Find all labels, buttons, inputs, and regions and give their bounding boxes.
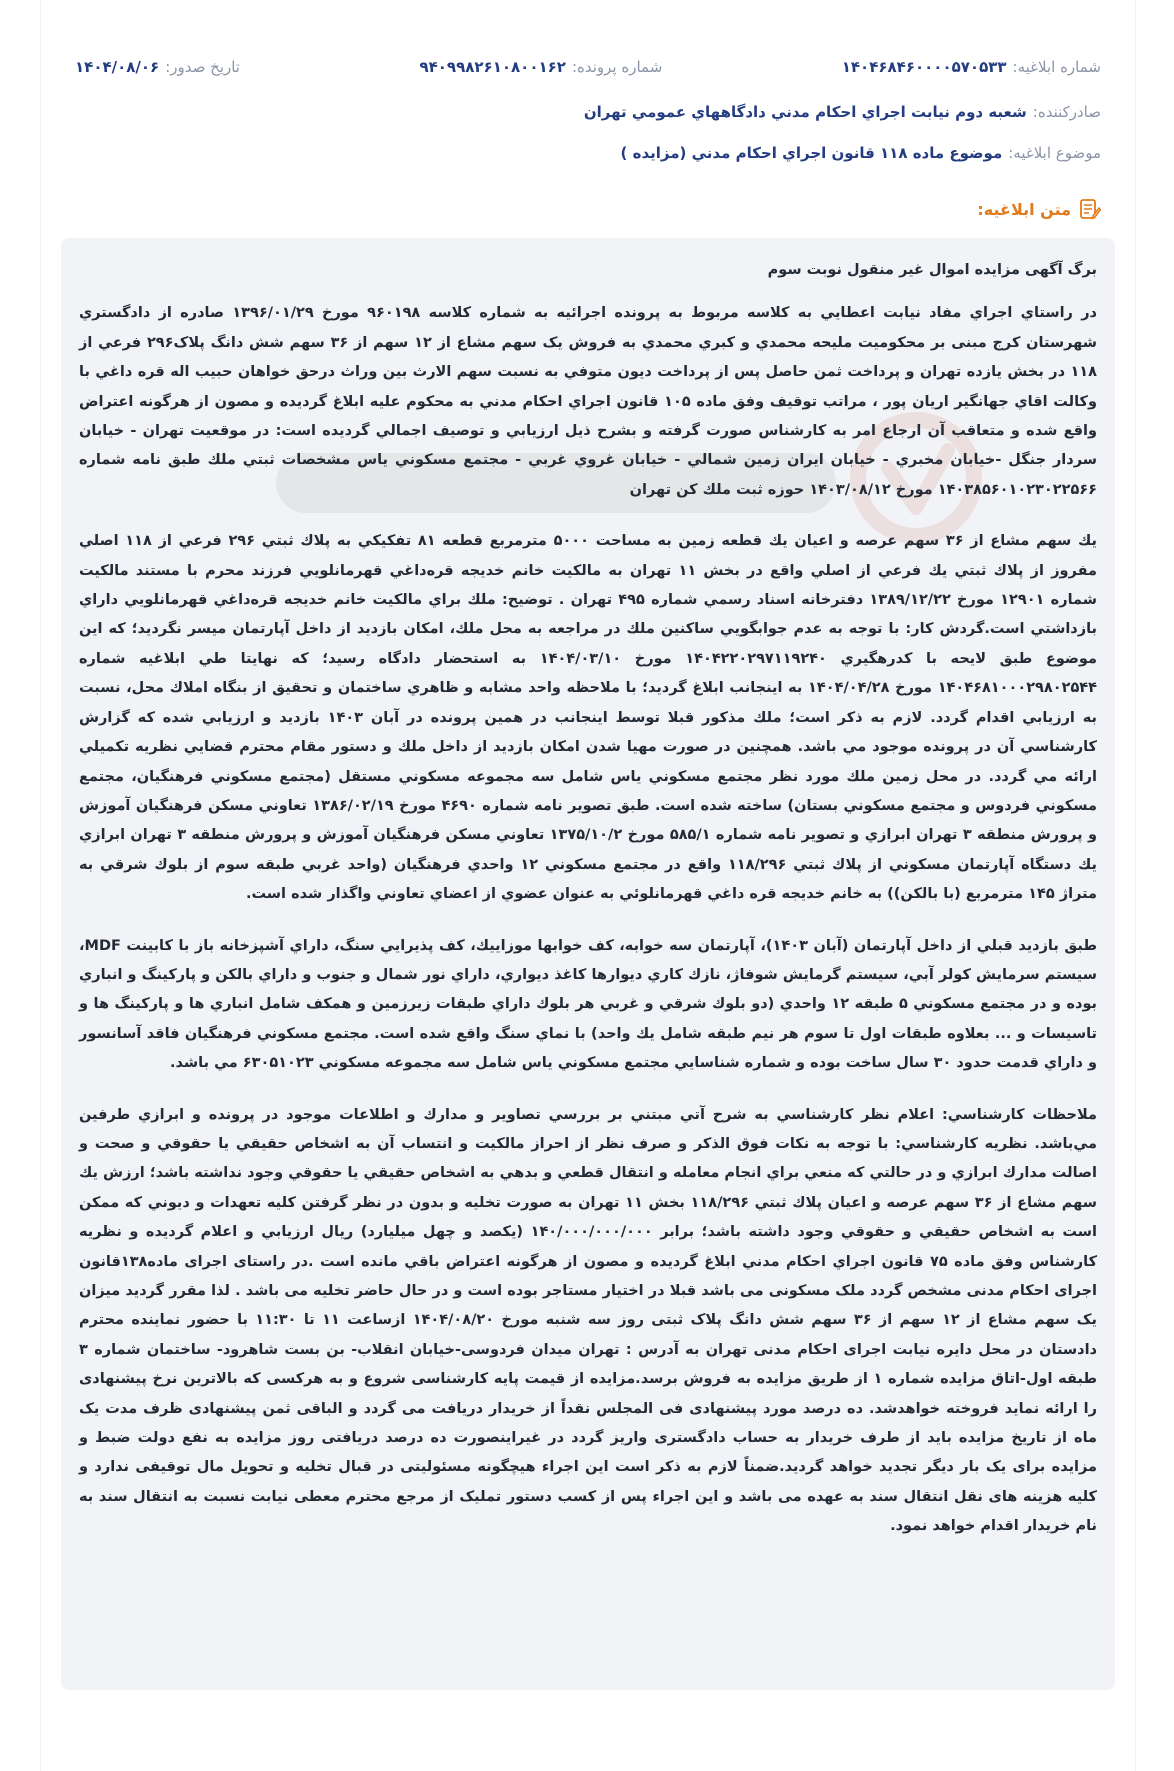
meta-row-numbers <box>75 58 1101 76</box>
note-pen-icon <box>1079 197 1101 221</box>
notice-number <box>842 58 1101 76</box>
meta-row-issuer <box>75 103 1101 121</box>
section-title: متن ابلاغیه: <box>977 199 1071 219</box>
case-number-label: شماره پرونده: <box>571 58 663 76</box>
subject-value: موضوع ماده ۱۱۸ قانون اجراي احکام مدني (مزايده ) <box>620 144 1003 162</box>
notice-card <box>40 0 1136 1771</box>
paragraph-execution: در راستاي اجراي مفاد نيابت اعطايي به کلاسه مربوط به پرونده اجرائيه به شماره کلاسه ۹۶۰۱۹۸ مورخ ۱۳۹۶/۰۱/۲۹ صادره از دادگستري شهرستان کرج مبنى بر محکوميت مليحه محمدي و کبري محمدي به فروش يک سهم مشاع از ۱۲ سهم از ۳۶ سهم شش دانگ پلاک۲۹۶ فرعي از ۱۱۸ در بخش يازده تهران و پرداخت ثمن حاصل پس از پرداخت ديون متوفي به نسبت سهم الارث بين وراث درحق خواهان حبيب اله قره داغي با وکالت اقاي جهانگير اريان پور ، مراتب توقيف وفق ماده ۱۰۵ قانون اجراي احکام مدني به محکوم عليه ابلاغ گرديده و مصون از هرگونه اعتراض واقع شده و متعاقب آن ارجاع امر به کارشناس صورت گرفته و بشرح ذيل ارزيابي و توصيف اجمالي گرديده است: در موقعيت تهران - خيابان سردار جنگل -خيابان مخبري - خيابان ايران زمين شمالي - خيابان غروي غربي - مجتمع مسکوني ياس مشخصات ثبتي ملك طبق نامه شماره ۱۴۰۳۸۵۶۰۱۰۲۳۰۲۲۵۶۶ مورخ ۱۴۰۳/۰۸/۱۲ حوزه ثبت ملك كن تهران <box>79 305 1098 498</box>
subject <box>621 144 1101 162</box>
paragraph-expert-opinion: ملاحظات كارشناسي: اعلام نظر كارشناسي به شرح آتي مبتني بر بررسي تصاوير و مدارك و اطلاعات موجود در پرونده و ابرازي طرفين مي‌باشد. نظريه كارشناسي: با توجه به نكات فوق الذكر و صرف نظر از احراز مالكيت و انتساب آن به اشخاص حقيقي يا حقوقي و صحت و اصالت مدارك ابرازي و در حالتي كه منعي براي انجام معامله و انتقال قطعي و بدهي به اشخاص حقيقي يا حقوقي وجود نداشته باشد؛ ارزش يك سهم مشاع از ۳۶ سهم عرصه و اعيان پلاك ثبتي ۱۱۸/۲۹۶ بخش ۱۱ تهران به صورت تخليه و بدون در نظر گرفتن كليه تعهدات و ديوني كه ممكن است به اشخاص حقيقي و حقوقي وجود داشته باشد؛ برابر ۱۴۰/۰۰۰/۰۰۰/۰۰۰ (يكصد و چهل ميليارد) ريال ارزيابي و اعلام گرديده و نظريه كارشناس وفق ماده ۷۵ قانون اجراي احكام مدني ابلاغ گرديده و مصون از هرگونه اعتراض باقي مانده است .در راستاى اجراى ماده۱۳۸قانون اجراى احکام مدنى مشخص گردد ملک مسکونى مى باشد قبلا در اختيار مستاجر بوده است و در حال حاضر تخليه مى باشد . لذا مقرر گرديد ميزان يک سهم مشاع از ۱۲ سهم از ۳۶ سهم شش دانگ پلاک ثبتى روز سه شنبه مورخ ۱۴۰۴/۰۸/۲۰ ازساعت ۱۱ تا ۱۱:۳۰ با حضور نماينده محترم دادستان در محل دايره نيابت اجراى احکام مدنى تهران به آدرس : تهران ميدان فردوسى-خيابان انقلاب- بن بست شاهرود- ساختمان شماره ۳ طبقه اول-اتاق مزايده شماره ۱ از طريق مزايده به فروش برسد.مزايده از قيمت پايه کارشناسى شروع و به هرکسى که بالاترين نرخ پيشنهادى را ارائه نمايد فروخته خواهدشد. ده درصد مورد پيشنهادى فى المجلس نقداً از خريدار دريافت مى گردد و الباقى ثمن پيشنهادى ظرف مدت يک ماه از تاريخ مزايده بايد از طرف خريدار به حساب دادگسترى واريز گردد در غيراينصورت ده درصد دريافتى روز مزايده به نفع دولت ضبط و مزايده براى يک بار ديگر تجديد خواهد گرديد.ضمناً لازم به ذکر است اين اجراء هيچگونه مسئوليتى در قبال تخليه و تحويل مال توقيفى ندارد و کليه هزينه هاى نقل انتقال سند به عهده مى باشد و اين اجراء پس از کسب دستور تمليک از مرجع محترم معطى نيابت نسبت به انتقال سند به نام خريدار اقدام خواهد نمود. <box>79 1106 1098 1535</box>
paragraph-property: يك سهم مشاع از ۳۶ سهم عرصه و اعيان يك قطعه زمين به مساحت ۵۰۰۰ مترمربع قطعه ۸۱ تفكيكي به پلاك ثبتي ۲۹۶ فرعي از ۱۱۸ اصلي مفروز از پلاك ثبتي يك فرعي از اصلي واقع در بخش ۱۱ تهران به مالكيت خانم خديجه قره‌داغي قهرمانلويي فرزند محرم با مستند مالكيت شماره ۱۲۹۰۱ مورخ ۱۳۸۹/۱۲/۲۲ دفترخانه اسناد رسمي شماره ۴۹۵ تهران . توضيح: ملك براي مالكيت خانم خديجه قره‌داغي قهرمانلويي داراي بازداشتي است.گردش كار: با توجه به عدم جوابگويي ساكنين ملك در مراجعه به محل ملك، امكان بازديد از داخل آپارتمان ميسر نگرديد؛ كه اين موضوع طبق لايحه با كدرهگيري ۱۴۰۴۲۲۰۲۹۷۱۱۹۲۴۰ مورخ ۱۴۰۴/۰۳/۱۰ به استحضار دادگاه رسيد؛ كه نهايتا طي ابلاغيه شماره ۱۴۰۴۶۸۱۰۰۰۲۹۸۰۲۵۴۴ مورخ ۱۴۰۴/۰۴/۲۸ به اينجانب ابلاغ گرديد؛ با ملاحظه واحد مشابه و ظاهري ساختمان و تحقيق از بنگاه املاك محل، نسبت به ارزيابي اقدام گردد. لازم به ذكر است؛ ملك مذكور قبلا توسط اينجانب در همين پرونده در آبان ۱۴۰۳ بازديد و ارزيابي شده كه گزارش كارشناسي آن در پرونده موجود مي باشد. همچنين در صورت مهيا شدن امكان بازديد از داخل ملك و دستور مقام محترم قضايي نظريه تكميلي ارائه مي گردد. در محل زمين ملك مورد نظر مجتمع مسكوني ياس شامل سه مجموعه مسكوني مستقل (مجتمع مسكوني فرهنگيان، مجتمع مسكوني فردوس و مجتمع مسكوني بستان) ساخته شده است. طبق تصوير نامه شماره ۴۶۹۰ مورخ ۱۳۸۶/۰۲/۱۹ تعاوني مسكن فرهنگيان آموزش و پرورش منطقه ۳ تهران ابرازي و تصوير نامه شماره ۵۸۵/۱ مورخ ۱۳۷۵/۱۰/۲ تعاوني مسكن فرهنگيان آموزش و پرورش منطقه ۳ تهران ابرازي يك دستگاه آپارتمان مسكوني از پلاك ثبتي ۱۱۸/۲۹۶ واقع در مجتمع مسكوني ۱۲ واحدي فرهنگيان (واحد غربي طبقه سوم از بلوك شرقي به متراژ ۱۴۵ مترمربع (با بالكن)) به خانم خديجه قره داغي قهرمانلوئي به عنوان عضوي از اعضاي تعاوني واگذار شده است. <box>79 533 1098 903</box>
meta-row-subject <box>75 144 1101 162</box>
notice-body-panel <box>61 238 1115 1690</box>
issue-date-value: ۱۴۰۴/۰۸/۰۶ <box>75 58 160 76</box>
issue-date-label: تاریخ صدور: <box>165 58 240 76</box>
section-header <box>977 197 1101 221</box>
notice-number-label: شماره ابلاغیه: <box>1012 58 1101 76</box>
subject-label: موضوع ابلاغیه: <box>1008 144 1101 162</box>
paragraph-inspection: طبق بازديد قبلي از داخل آپارتمان (آبان ۱۴۰۳)، آپارتمان سه خوابه، كف خوابها موزاييك، كف پذيرايي سنگ، داراي آشپزخانه باز با كابينت MDF، سيستم سرمايش كولر آبي، سيستم گرمايش شوفاژ، نازك كاري ديوارها كاغذ ديواري، داراي نور شمال و جنوب و داراي بالكن و پاركينگ و انباري بوده و در مجتمع مسكوني ۵ طبقه ۱۲ واحدي (دو بلوك شرقي و غربي هر بلوك داراي طبقات زيرزمين و همكف شامل انباري ها و پاركينگ ها و تاسيسات و ... بعلاوه طبقات اول تا سوم هر نيم طبقه شامل يك واحد) با نماي سنگ واقع شده است. مجتمع مسكوني فرهنگيان فاقد آسانسور و داراي قدمت حدود ۳۰ سال ساخت بوده و شماره شناسايي مجتمع مسكوني ياس شامل سه مجموعه مسكوني ۶۳۰۵۱۰۲۳ مي باشد. <box>79 937 1098 1072</box>
notice-text <box>79 256 1097 1564</box>
issuer-label: صادرکننده: <box>1032 103 1101 121</box>
issuer <box>584 103 1101 121</box>
issuer-value: شعبه دوم نيابت اجراي احکام مدني دادگاههاي عمومي تهران <box>583 103 1027 121</box>
issue-date <box>75 58 240 76</box>
notice-number-value: ۱۴۰۴۶۸۴۶۰۰۰۰۵۷۰۵۳۳ <box>841 58 1007 76</box>
case-number <box>419 58 662 76</box>
case-number-value: ۹۴۰۹۹۸۲۶۱۰۸۰۰۱۶۲ <box>419 58 566 76</box>
notice-title: برگ آگهی مزایده اموال غیر منقول نوبت سوم <box>767 262 1097 278</box>
